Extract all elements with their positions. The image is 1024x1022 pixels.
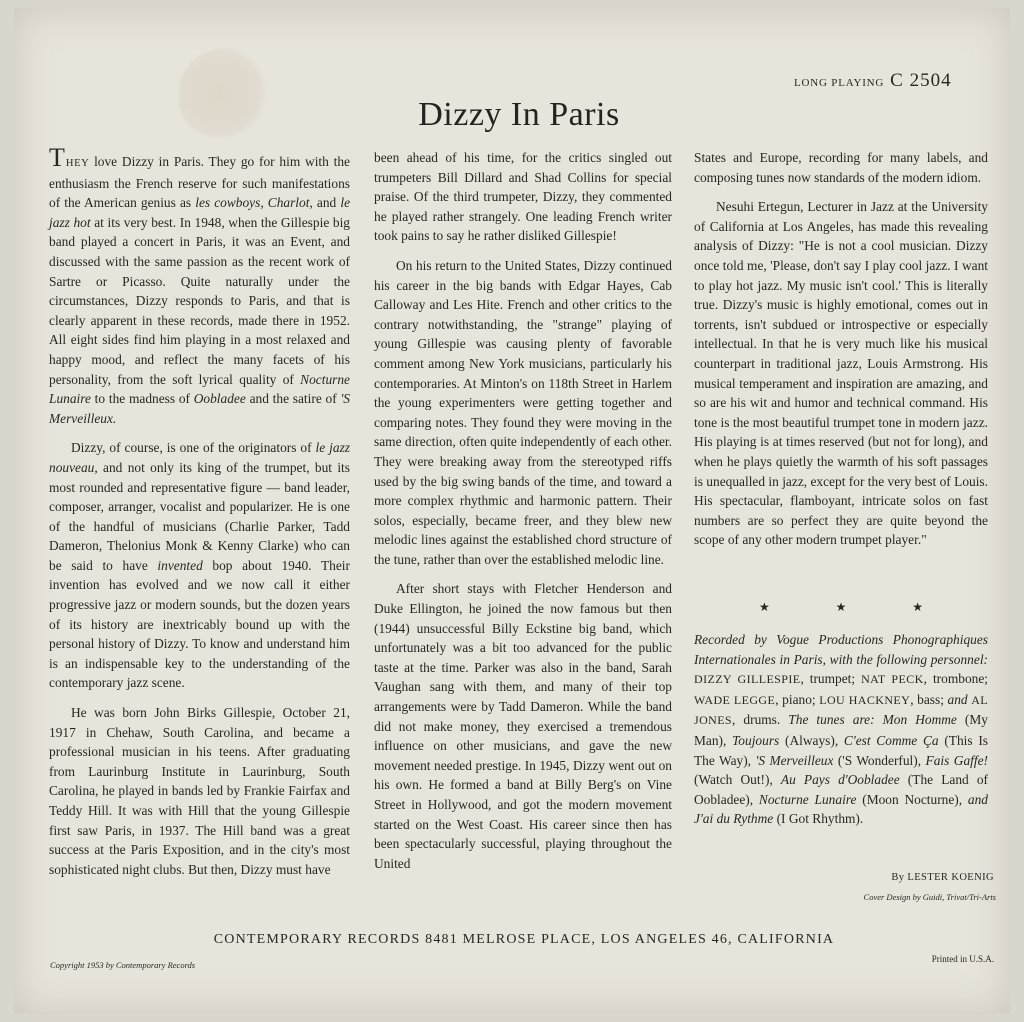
paragraph: been ahead of his time, for the critics singled out trumpeters Bill Dillard and Shad Collins for special praise. Of the third trumpeter, Dizzy, they commented he played rather strangely. One leading French writer took pains to say he rather disliked Gillespie! <box>374 150 672 244</box>
paragraph: After short stays with Fletcher Henderson and Duke Ellington, he joined the now famous but then (1944) unsuccessful Billy Eckstine big band, which unfortunately was a bit too advanced for the public taste at the time. Parker was also in the band, Sarah Vaughan sang with them, and many of their top arrangements were by Tadd Dameron. While the band did not make money, they exercised a tremendous influence on other musicians, and gave the new movement needed prestige. In 1945, Dizzy went out on his own. He formed a band at Billy Berg's on Vine Street in Hollywood, and got the modern movement started on the West Coast. His career since then has been spectacularly successful, playing throughout the United <box>374 581 672 871</box>
copyright-notice: Copyright 1953 by Contemporary Records <box>50 960 196 970</box>
printed-in-notice: Printed in U.S.A. <box>931 954 994 964</box>
paragraph: States and Europe, recording for many labels, and composing tunes now standards of the modern idiom. <box>694 150 988 185</box>
paragraph: On his return to the United States, Dizzy continued his career in the big bands with Edgar Hayes, Cab Calloway and Les Hite. French and other critics to the contrary notwithstanding, the "strange" playing of young Gillespie was causing plenty of favorable comment among New York musicians, particularly his contemporaries. At Minton's on 118th Street in Harlem the young experimenters were getting together and comparing notes. They found they were moving in the same direction, often quite independently of each other. They were breaking away from the stereotyped riffs used by the big swing bands of the time, and toward a more complex rhythmic and harmonic pattern. Their solos, especially, became freer, and they blew new melodic lines against the established chord structure of the tune, rather than over the established melodic line. <box>374 257 672 567</box>
text-column-1 <box>49 143 351 889</box>
paragraph: Nesuhi Ertegun, Lecturer in Jazz at the University of California at Los Angeles, has made this revealing analysis of Dizzy: "He is not a cool musician. Dizzy once told me, 'Please, don't say I play cool jazz. I want to play hot jazz. My music isn't cool.' This is literally true. Dizzy's music is highly emotional, comes out in torrents, isn't subdued or introspective or especially intellectual. In that he is very much like his musical counterpart in traditional jazz, Louis Armstrong. His musical temperament and inspiration are amazing, and so are his wit and humor and technical command. His tone is the most beautiful trumpet tone in modern jazz. His playing is at times reserved (but not for long), and when he plays quietly the warmth of his soft passages is unequalled in jazz, except for the very best of Louis. His spectacular, flamboyant, intricate solos on fast numbers are so perfect they are quite beyond the scope of any other modern trumpet player." <box>694 199 988 548</box>
author-credit: By LESTER KOENIG <box>891 872 994 883</box>
text-column-3 <box>694 148 988 560</box>
catalog-label <box>794 70 994 92</box>
star-divider <box>694 600 988 615</box>
page-title: Dizzy In Paris <box>418 96 620 133</box>
star-icon: ★ <box>758 600 770 614</box>
catalog-number: C 2504 <box>890 70 952 91</box>
paragraph: Dizzy, of course, is one of the originators of le jazz nouveau, and not only its king of the trumpet, but its most rounded and representative figure — band leader, composer, arranger, vocalist and popularizer. He is one of the handful of musicians (Charlie Parker, Tadd Dameron, Thelonius Monk & Kenny Clarke) who can be said to have invented bop about 1940. Their invention has evolved and we now call it either progressive jazz or modern sounds, but the dozen years of its history are inextricably bound up with the personal history of Dizzy. To know and understand him is an indispensable key to the understanding of the contemporary jazz scene. <box>49 440 350 691</box>
cover-design-credit: Cover Design by Guidi, Trivat/Tri-Arts <box>863 892 996 902</box>
label-address: CONTEMPORARY RECORDS 8481 MELROSE PLACE, LOS ANGELES 46, CALIFORNIA <box>213 932 835 947</box>
recording-credits: Recorded by Vogue Productions Phonographiques Internationales in Paris, with the following personnel: DIZZY GILLESPIE, trumpet; NAT PECK, trombone; WADE LEGGE, piano; LOU HACKNEY, bass; and AL JONES, drums. The tunes are: Mon Homme (My Man), Toujours (Always), C'est Comme Ça (This Is The Way), 'S Merveilleux ('S Wonderful), Fais Gaffe! (Watch Out!), Au Pays d'Oobladee (The Land of Oobladee), Nocturne Lunaire (Moon Nocturne), and J'ai du Rythme (I Got Rhythm). <box>694 632 989 827</box>
album-back-cover <box>14 8 1010 1014</box>
paragraph: THEY love Dizzy in Paris. They go for him with the enthusiasm the French reserve for such manifestations of the American genius as les cowboys, Charlot, and le jazz hot at its very best. In 1948, when the Gillespie big band played a concert in Paris, it was an Event, and discussed with the same passion as the recent work of Sartre or Picasso. Quite naturally under the circumstances, Dizzy responds to Paris, and that is clearly apparent in these records, made there in 1952. All eight sides find him playing in a most relaxed and happy mood, and reflect the many facets of his personality, from the soft lyrical quality of Nocturne Lunaire to the madness of Oobladee and the satire of 'S Merveilleux. <box>49 143 351 426</box>
star-icon: ★ <box>835 600 847 614</box>
drop-cap: T <box>49 143 65 172</box>
water-stain <box>179 48 269 138</box>
paragraph: He was born John Birks Gillespie, October 21, 1917 in Chehaw, South Carolina, and became a professional musician in his teens. After graduating from Laurinburg Institute in Laurinburg, South Carolina, he played in bands led by Frankie Fairfax and Teddy Hill. It was with Hill that the young Gillespie first saw Paris, in 1937. The Hill band was a great success at the Paris Exposition, and in the city's most sophisticated night clubs. But then, Dizzy must have <box>49 705 350 877</box>
long-playing-text: LONG PLAYING <box>794 77 885 89</box>
star-icon: ★ <box>912 600 924 614</box>
text-column-2 <box>374 148 672 883</box>
